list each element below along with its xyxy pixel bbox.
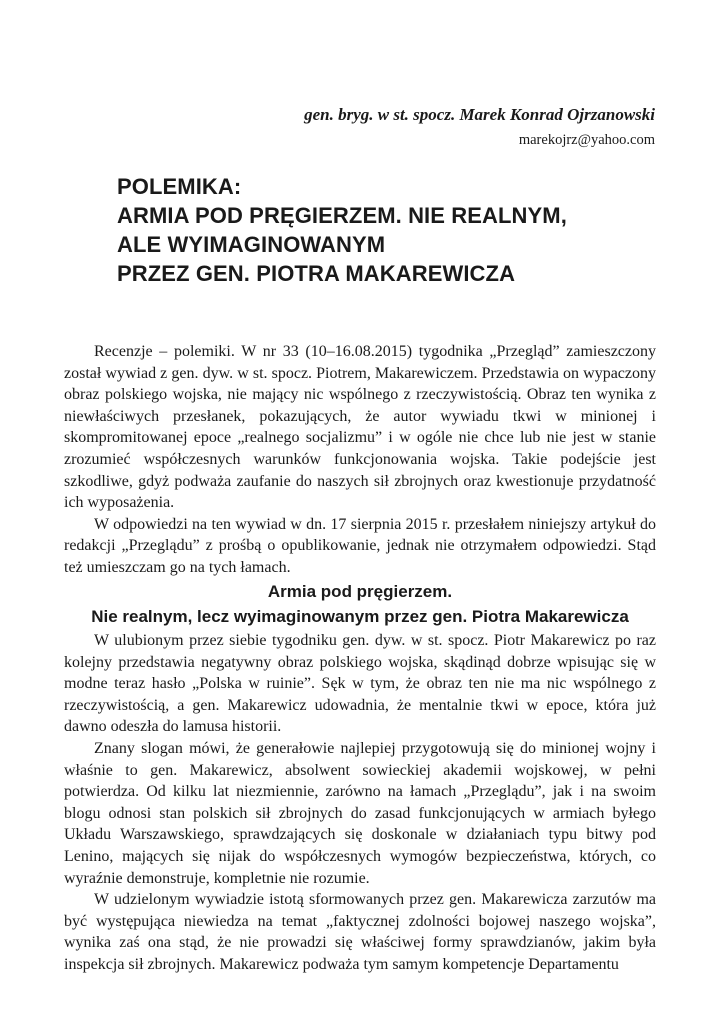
title-line: ARMIA POD PRĘGIERZEM. NIE REALNYM, bbox=[117, 203, 567, 228]
section-heading bbox=[60, 579, 660, 629]
section-heading-line: Armia pod pręgierzem. bbox=[267, 582, 453, 601]
intro-paragraph: Recenzje – polemiki. W nr 33 (10–16.08.2015) tygodnika „Przegląd” zamieszczony został wywiad z gen. dyw. w st. spocz. Piotrem, Makarewiczem. Przedstawia on wypaczony obraz polskiego wojska, nie mający nic wspólnego z rzeczywistością. Obraz ten wynika z niewłaściwych przesłanek, pokazujących, że autor wywiadu tkwi w minionej i skompromitowanej epoce „realnego socjalizmu” i w ogóle nie chce lub nie jest w stanie zrozumieć współczesnych warunków funkcjonowania wojska. Takie podejście jest szkodliwe, gdyż podważa zaufanie do naszych sił zbrojnych oraz kwestionuje przydatność ich wyposażenia. bbox=[64, 343, 656, 512]
article-title bbox=[117, 172, 677, 288]
intro-section bbox=[64, 341, 656, 579]
intro-paragraph: W odpowiedzi na ten wywiad w dn. 17 sierpnia 2015 r. przesłałem niniejszy artykuł do redakcji „Przeglądu” z prośbą o opublikowanie, jednak nie otrzymałem odpowiedzi. Stąd też umieszczam go na tych łamach. bbox=[64, 515, 656, 576]
author-name: gen. bryg. w st. spocz. Marek Konrad Ojrzanowski bbox=[304, 105, 655, 124]
author-email: marekojrz@yahoo.com bbox=[518, 132, 655, 148]
body-paragraph: W udzielonym wywiadzie istotą sformowanych przez gen. Makarewicza zarzutów ma być występująca niewiedza na temat „faktycznej zdolności bojowej naszego wojska”, wynika zaś ona stąd, że nie prowadzi się właściwej formy sprawdzianów, jakim była inspekcja sił zbrojnych. Makarewicz podważa tym samym kompetencje Departamentu bbox=[64, 891, 656, 973]
main-text-section bbox=[64, 630, 656, 976]
title-line: POLEMIKA: bbox=[117, 174, 242, 199]
section-heading-line: Nie realnym, lecz wyimaginowanym przez gen. Piotra Makarewicza bbox=[91, 607, 629, 626]
author-block bbox=[304, 103, 655, 151]
title-line: ALE WYIMAGINOWANYM bbox=[117, 232, 386, 257]
body-paragraph: W ulubionym przez siebie tygodniku gen. dyw. w st. spocz. Piotr Makarewicz po raz kolejny przedstawia negatywny obraz polskiego wojska, skądinąd dobrze wpisując się w modne teraz hasło „Polska w ruinie”. Sęk w tym, że obraz ten nie ma nic wspólnego z rzeczywistością, a gen. Makarewicz udowadnia, że mentalnie tkwi w epoce, która już dawno odeszła do lamusa historii. bbox=[64, 632, 656, 736]
body-paragraph: Znany slogan mówi, że generałowie najlepiej przygotowują się do minionej wojny i właśnie to gen. Makarewicz, absolwent sowieckiej akademii wojskowej, w pełni potwierdza. Od kilku lat niezmiennie, zarówno na łamach „Przeglądu”, jak i na swoim blogu odnosi stan polskich sił zbrojnych do zasad funkcjonujących w armiach byłego Układu Warszawskiego, sprawdzających się doskonale w działaniach typu bitwy pod Lenino, mających się nijak do współczesnych wymogów bezpieczeństwa, których, co wyraźnie demonstruje, kompletnie nie rozumie. bbox=[64, 739, 656, 887]
title-line: PRZEZ GEN. PIOTRA MAKAREWICZA bbox=[117, 261, 516, 286]
